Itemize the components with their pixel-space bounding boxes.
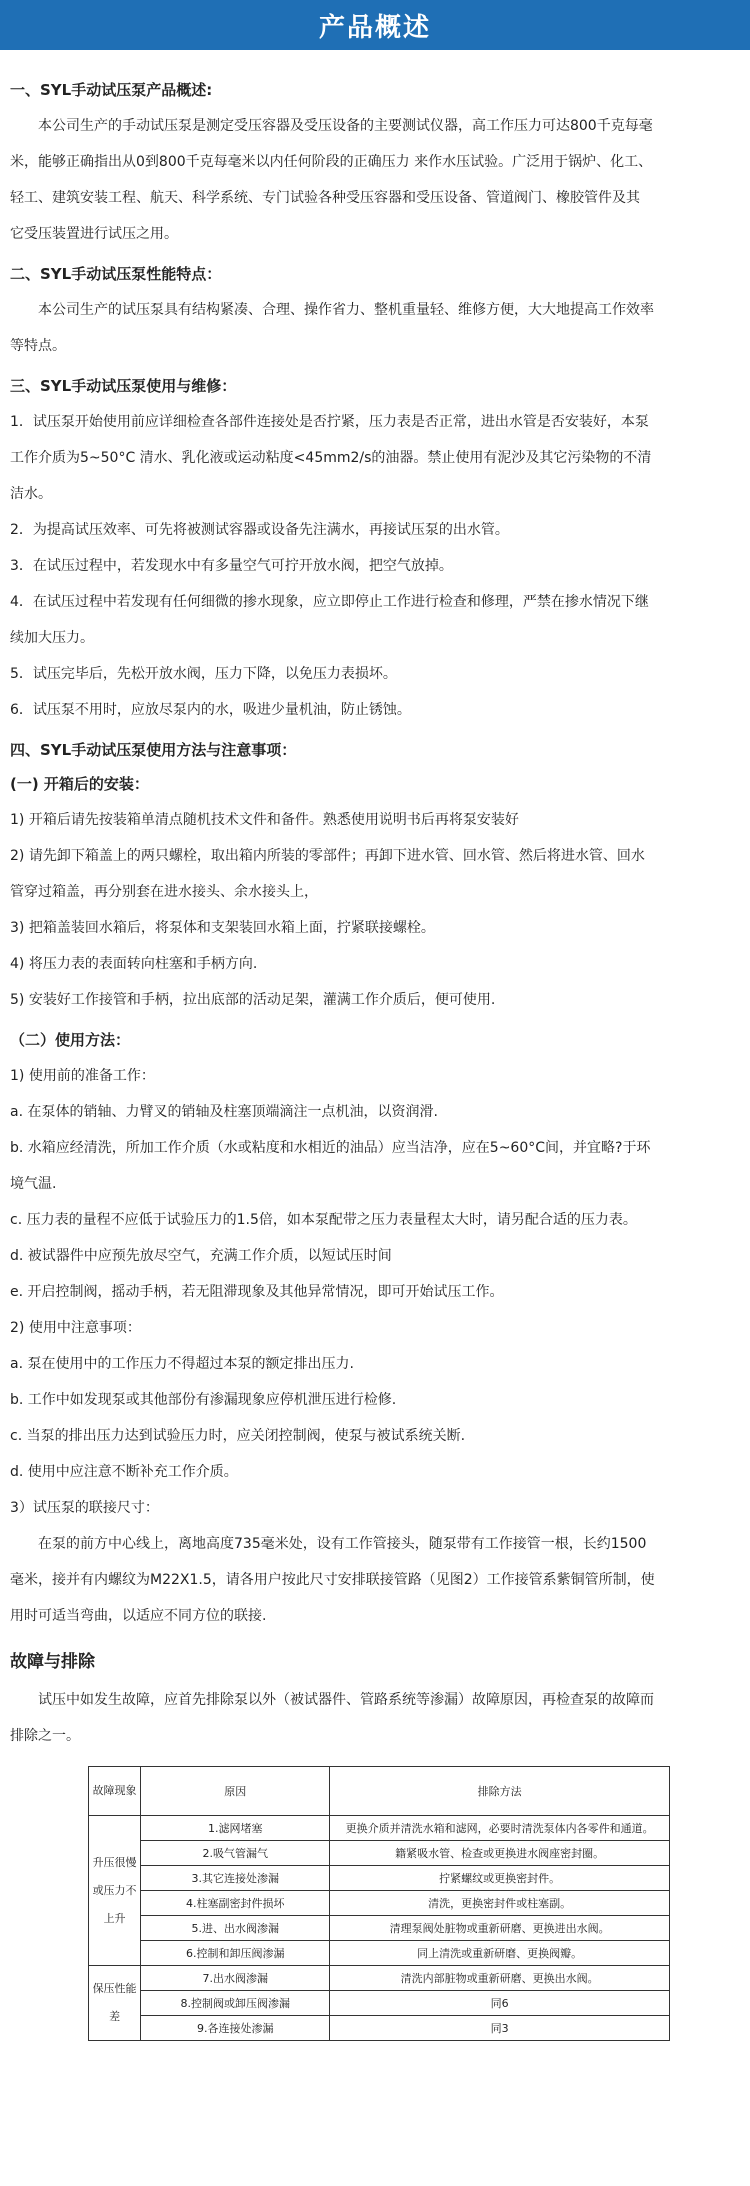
remedy-cell: 拧紧螺纹或更换密封件。: [330, 1866, 670, 1891]
cause-cell: 3.其它连接处渗漏: [141, 1866, 330, 1891]
paragraph-line: 毫米，接并有内螺纹为M22X1.5，请各用户按此尺寸安排联接管路（见图2）工作接管系紫铜管所制，使: [10, 1572, 655, 1588]
table-header-cell: 排除方法: [330, 1767, 670, 1816]
table-row: [89, 2016, 670, 2041]
paragraph-line: 5．试压完毕后，先松开放水阀，压力下降，以免压力表损坏。: [10, 666, 397, 682]
paragraph-line: 排除之一。: [10, 1728, 80, 1744]
paragraph-line: c. 当泵的排出压力达到试验压力时，应关闭控制阀，使泵与被试系统关断.: [10, 1428, 466, 1444]
paragraph-line: 试压中如发生故障，应首先排除泵以外（被试器件、管路系统等渗漏）故障原因，再检查泵的故障而: [38, 1692, 654, 1708]
paragraph-line: d. 使用中应注意不断补充工作介质。: [10, 1464, 238, 1480]
paragraph-line: 续加大压力。: [10, 630, 94, 646]
paragraph-line: a. 在泵体的销轴、力臂叉的销轴及柱塞顶端滴注一点机油，以资润滑.: [10, 1104, 438, 1120]
fault-table-wrapper: [10, 1754, 740, 2041]
paragraph-line: 境气温.: [10, 1176, 57, 1192]
paragraph-line: 管穿过箱盖，再分别套在进水接头、余水接头上，: [10, 884, 318, 900]
paragraph-line: b. 水箱应经清洗，所加工作介质（水或粘度和水相近的油品）应当洁净，应在5~60°C间，并宜略?于环: [10, 1140, 651, 1156]
paragraph-line: 6．试压泵不用时，应放尽泵内的水，吸进少量机油，防止锈蚀。: [10, 702, 411, 718]
paragraph-line: 工作介质为5~50°C 清水、乳化液或运动粘度<45mm2/s的油器。禁止使用有泥沙及其它污染物的不清: [10, 450, 652, 466]
paragraph-line: 3）试压泵的联接尺寸：: [10, 1500, 159, 1516]
table-row: [89, 1916, 670, 1941]
paragraph-line: 米，能够正确指出从0到800千克每毫米以内任何阶段的正确压力 来作水压试验。广泛用于锅炉、化工、: [10, 154, 653, 170]
cause-cell: 4.柱塞副密封件损坏: [141, 1891, 330, 1916]
title-banner: [0, 0, 750, 50]
paragraph-line: 3．在试压过程中，若发现水中有多量空气可拧开放水阀，把空气放掉。: [10, 558, 453, 574]
table-row: [89, 1941, 670, 1966]
paragraph-line: 4) 将压力表的表面转向柱塞和手柄方向.: [10, 956, 258, 972]
table-header-row: [89, 1767, 670, 1816]
paragraph-line: 1) 开箱后请先按装箱单清点随机技术文件和备件。熟悉使用说明书后再将泵安装好: [10, 812, 519, 828]
paragraph-line: 4．在试压过程中若发现有任何细微的掺水现象，应立即停止工作进行检查和修理，严禁在掺水情况下继: [10, 594, 649, 610]
paragraph-line: e. 开启控制阀，摇动手柄，若无阻滞现象及其他异常情况，即可开始试压工作。: [10, 1284, 504, 1300]
table-header-cell: 故障现象: [89, 1767, 141, 1816]
cause-cell: 5.进、出水阀渗漏: [141, 1916, 330, 1941]
table-row: [89, 1891, 670, 1916]
remedy-cell: 同3: [330, 2016, 670, 2041]
cause-cell: 1.滤网堵塞: [141, 1816, 330, 1841]
cause-cell: 2.吸气管漏气: [141, 1841, 330, 1866]
table-row: [89, 1816, 670, 1841]
fault-symptom-cell: 保压性能差: [89, 1966, 141, 2041]
fault-table: [88, 1766, 670, 2041]
cause-cell: 9.各连接处渗漏: [141, 2016, 330, 2041]
paragraph-line: 等特点。: [10, 338, 66, 354]
table-row: [89, 1841, 670, 1866]
remedy-cell: 籍紧吸水管、检查或更换进水阀座密封圈。: [330, 1841, 670, 1866]
paragraph-line: 本公司生产的试压泵具有结构紧凑、合理、操作省力、整机重量轻、维修方便，大大地提高工作效率: [38, 302, 654, 318]
table-row: [89, 1866, 670, 1891]
remedy-cell: 清洗内部脏物或重新研磨、更换出水阀。: [330, 1966, 670, 1991]
paragraph-line: 它受压装置进行试压之用。: [10, 226, 178, 242]
fault-symptom-cell: 升压很慢或压力不上升: [89, 1816, 141, 1966]
paragraph-line: d. 被试器件中应预先放尽空气，充满工作介质，以短试压时间: [10, 1248, 392, 1264]
paragraph-line: 洁水。: [10, 486, 52, 502]
paragraph-line: 3) 把箱盖装回水箱后，将泵体和支架装回水箱上面，拧紧联接螺栓。: [10, 920, 435, 936]
section-heading: 二、SYL手动试压泵性能特点：: [10, 265, 222, 283]
page-title: 产品概述: [318, 12, 431, 43]
section-heading: 四、SYL手动试压泵使用方法与注意事项：: [10, 741, 297, 759]
section-heading: 一、SYL手动试压泵产品概述:: [10, 81, 213, 99]
paragraph-line: a. 泵在使用中的工作压力不得超过本泵的额定排出压力.: [10, 1356, 354, 1372]
cause-cell: 7.出水阀渗漏: [141, 1966, 330, 1991]
remedy-cell: 同6: [330, 1991, 670, 2016]
subsection-heading: （二）使用方法：: [10, 1031, 131, 1049]
paragraph-line: 轻工、建筑安装工程、航天、科学系统、专门试验各种受压容器和受压设备、管道阀门、橡胶管件及其: [10, 190, 640, 206]
fault-heading: 故障与排除: [10, 1652, 95, 1672]
table-row: [89, 1966, 670, 1991]
subsection-heading: (一) 开箱后的安装：: [10, 775, 149, 793]
paragraph-line: b. 工作中如发现泵或其他部份有渗漏现象应停机泄压进行检修.: [10, 1392, 397, 1408]
paragraph-line: 1．试压泵开始使用前应详细检查各部件连接处是否拧紧，压力表是否正常，进出水管是否安装好，本泵: [10, 414, 649, 430]
remedy-cell: 更换介质并清洗水箱和滤网，必要时清洗泵体内各零件和通道。: [330, 1816, 670, 1841]
remedy-cell: 清理泵阀处脏物或重新研磨、更换进出水阀。: [330, 1916, 670, 1941]
paragraph-line: 2) 请先卸下箱盖上的两只螺栓，取出箱内所装的零部件；再卸下进水管、回水管、然后将进水管、回水: [10, 848, 645, 864]
cause-cell: 8.控制阀或卸压阀渗漏: [141, 1991, 330, 2016]
paragraph-line: c. 压力表的量程不应低于试验压力的1.5倍，如本泵配带之压力表量程太大时，请另配合适的压力表。: [10, 1212, 637, 1228]
paragraph-line: 在泵的前方中心线上，离地高度735毫米处，设有工作管接头，随泵带有工作接管一根，长约1500: [38, 1536, 647, 1552]
remedy-cell: 同上清洗或重新研磨、更换阀瓣。: [330, 1941, 670, 1966]
table-row: [89, 1991, 670, 2016]
cause-cell: 6.控制和卸压阀渗漏: [141, 1941, 330, 1966]
paragraph-line: 2) 使用中注意事项：: [10, 1320, 141, 1336]
table-header-cell: 原因: [141, 1767, 330, 1816]
paragraph-line: 本公司生产的手动试压泵是测定受压容器及受压设备的主要测试仪器，高工作压力可达800千克每毫: [38, 118, 653, 134]
paragraph-line: 5) 安装好工作接管和手柄，拉出底部的活动足架，灌满工作介质后，便可使用.: [10, 992, 496, 1008]
paragraph-line: 1) 使用前的准备工作：: [10, 1068, 155, 1084]
product-content: [0, 50, 750, 2041]
paragraph-line: 用时可适当弯曲，以适应不同方位的联接.: [10, 1608, 267, 1624]
section-heading: 三、SYL手动试压泵使用与维修：: [10, 377, 237, 395]
remedy-cell: 清洗，更换密封件或柱塞副。: [330, 1891, 670, 1916]
paragraph-line: 2．为提高试压效率、可先将被测试容器或设备先注满水，再接试压泵的出水管。: [10, 522, 509, 538]
